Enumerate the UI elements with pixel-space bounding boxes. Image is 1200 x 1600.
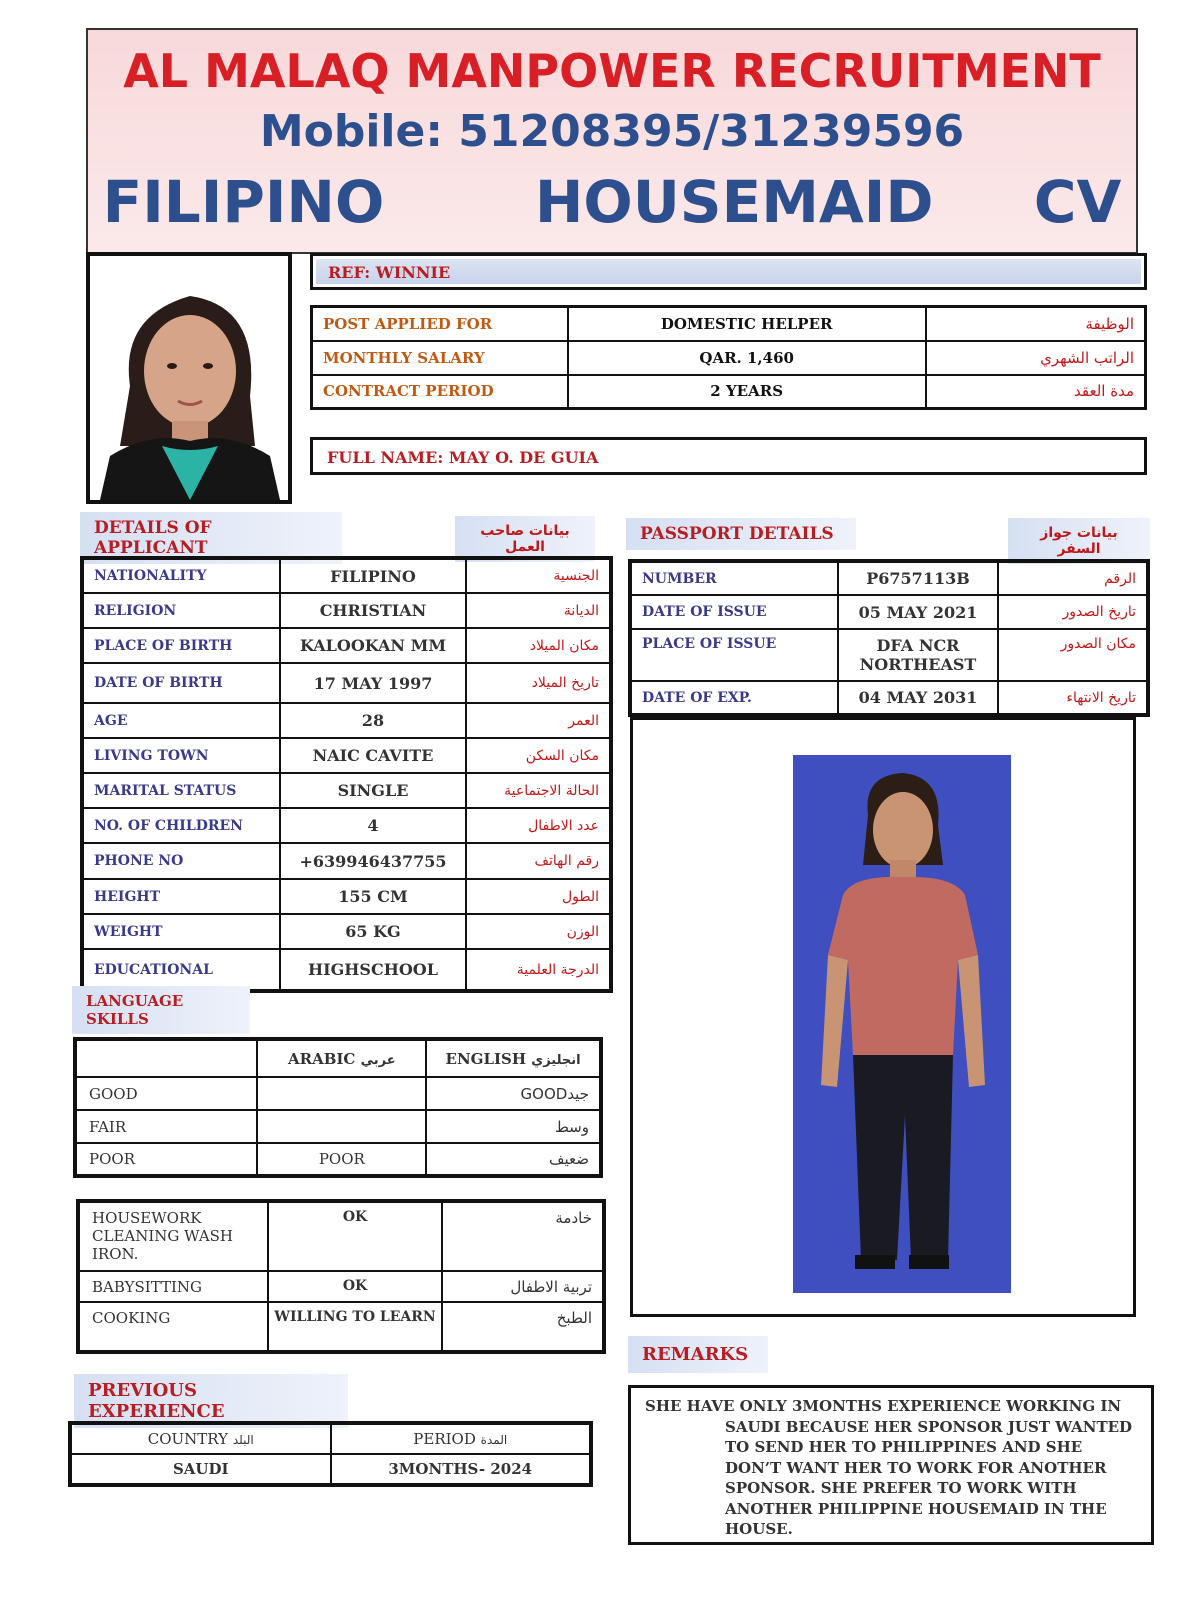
table-row [82,703,611,738]
table-row [75,1039,601,1077]
exp-col-period-label: PERIOD [413,1430,476,1448]
row-label: DATE OF BIRTH [82,663,280,703]
lang-level: FAIR [75,1110,257,1143]
contract-label-ar: مدة العقد [926,375,1146,409]
row-label-ar: رقم الهاتف [466,843,611,879]
row-label: DATE OF ISSUE [630,595,838,629]
lang-english-value: جيدGOOD [426,1077,601,1110]
ref-box [310,253,1147,290]
row-value: 155 CM [280,879,466,914]
skill-babysitting-value: OK [268,1271,442,1302]
table-row [78,1302,604,1352]
table-row [75,1077,601,1110]
row-value: NAIC CAVITE [280,738,466,773]
details-heading-ar: بيانات صاحب العمل [455,516,595,562]
row-value: HIGHSCHOOL [280,949,466,991]
full-body-image [793,755,1011,1293]
table-row [75,1143,601,1176]
row-value: SINGLE [280,773,466,808]
full-body-photo [630,717,1136,1317]
table-row [312,307,1146,341]
lang-arabic-value [257,1110,426,1143]
table-row [82,738,611,773]
table-row [82,663,611,703]
row-label-ar: الجنسية [466,558,611,593]
portrait-photo [86,252,292,504]
skill-cooking-label: COOKING [78,1302,268,1352]
row-label-ar: عدد الاطفال [466,808,611,843]
table-row [82,949,611,991]
exp-period: 3MONTHS- 2024 [331,1454,592,1485]
lang-level: POOR [75,1143,257,1176]
ref-label: REF: WINNIE [316,259,1141,284]
row-value: 17 MAY 1997 [280,663,466,703]
remarks-heading: REMARKS [628,1336,768,1373]
experience-heading: PREVIOUS EXPERIENCE [74,1374,348,1428]
salary-label: MONTHLY SALARY [312,341,568,375]
contract-value: 2 YEARS [568,375,926,409]
exp-col-country-label: COUNTRY [147,1430,229,1448]
table-row [630,561,1148,595]
skill-housework-ar: خادمة [442,1201,604,1271]
table-row [78,1271,604,1302]
row-label-ar: الحالة الاجتماعية [466,773,611,808]
applicant-details-table [80,556,613,993]
row-label-ar: الديانة [466,593,611,628]
skill-cooking-value: WILLING TO LEARN [268,1302,442,1352]
row-label: MARITAL STATUS [82,773,280,808]
table-row [82,773,611,808]
lang-arabic-value [257,1077,426,1110]
skill-housework-label: HOUSEWORK CLEANING WASH IRON. [78,1201,268,1271]
exp-country: SAUDI [70,1454,331,1485]
row-label-ar: مكان الصدور [998,629,1148,681]
remarks-rest: SAUDI BECAUSE HER SPONSOR JUST WANTED TO SEND HER TO PHILIPPINES AND SHE DON’T WANT HER TO WORK FOR ANOTHER SPONSOR. SHE PREFER TO WORK WITH ANOTHER PHILIPPINE HOUSEMAID IN THE HOUSE. [725,1417,1133,1538]
language-skills-table [73,1037,603,1178]
remarks-first-line: SHE HAVE ONLY 3MONTHS EXPERIENCE WORKING IN [645,1397,1122,1415]
row-label-ar: الوزن [466,914,611,949]
lang-empty-cell [75,1039,257,1077]
cv-header [86,28,1138,254]
row-label-ar: الطول [466,879,611,914]
table-row [70,1423,591,1454]
row-label-ar: تاريخ الانتهاء [998,681,1148,715]
lang-col-arabic [257,1039,426,1077]
salary-label-ar: الراتب الشهري [926,341,1146,375]
row-label: NO. OF CHILDREN [82,808,280,843]
passport-heading: PASSPORT DETAILS [626,518,856,550]
row-value: 4 [280,808,466,843]
row-label-ar: تاريخ الصدور [998,595,1148,629]
lang-col-english [426,1039,601,1077]
lang-english-value: ضعيف [426,1143,601,1176]
exp-col-period [331,1423,592,1454]
salary-value: QAR. 1,460 [568,341,926,375]
post-value: DOMESTIC HELPER [568,307,926,341]
lang-col-english-label: ENGLISH [445,1049,527,1068]
lang-col-english-ar: انجليزي [531,1052,581,1068]
row-label: EDUCATIONAL [82,949,280,991]
experience-table [68,1421,593,1487]
row-label-ar: الدرجة العلمية [466,949,611,991]
details-heading: DETAILS OF APPLICANT [80,512,342,564]
row-value: P6757113B [838,561,998,595]
table-row [82,914,611,949]
lang-english-value: وسط [426,1110,601,1143]
row-value: KALOOKAN MM [280,628,466,663]
full-name: FULL NAME: MAY O. DE GUIA [310,437,1147,475]
table-row [82,808,611,843]
exp-col-country [70,1423,331,1454]
row-value: 05 MAY 2021 [838,595,998,629]
table-row [630,629,1148,681]
lang-col-arabic-ar: عربي [360,1052,396,1068]
row-value: +639946437755 [280,843,466,879]
table-row [630,595,1148,629]
table-row [82,593,611,628]
skill-housework-value: OK [268,1201,442,1271]
row-label: HEIGHT [82,879,280,914]
row-label-ar: الرقم [998,561,1148,595]
row-label: LIVING TOWN [82,738,280,773]
company-name: AL MALAQ MANPOWER RECRUITMENT [123,44,1101,98]
row-label-ar: مكان السكن [466,738,611,773]
row-value: DFA NCR NORTHEAST [838,629,998,681]
lang-arabic-value: POOR [257,1143,426,1176]
row-value: CHRISTIAN [280,593,466,628]
mobile-numbers: Mobile: 51208395/31239596 [259,106,965,157]
table-row [82,558,611,593]
skills-table [76,1199,606,1354]
row-label-ar: تاريخ الميلاد [466,663,611,703]
row-label-ar: العمر [466,703,611,738]
cv-title: FILIPINO HOUSEMAID CV [102,168,1122,236]
exp-col-period-ar: المدة [480,1433,508,1447]
row-label: AGE [82,703,280,738]
exp-col-country-ar: البلد [232,1433,254,1447]
skill-babysitting-label: BABYSITTING [78,1271,268,1302]
row-label: RELIGION [82,593,280,628]
portrait-image [90,256,288,500]
lang-level: GOOD [75,1077,257,1110]
table-row [70,1454,591,1485]
row-label: NUMBER [630,561,838,595]
row-label-ar: مكان الميلاد [466,628,611,663]
row-label: PLACE OF ISSUE [630,629,838,681]
passport-heading-ar: بيانات جواز السفر [1008,518,1150,564]
table-row [82,879,611,914]
row-value: 28 [280,703,466,738]
table-row [82,843,611,879]
contract-label: CONTRACT PERIOD [312,375,568,409]
row-label: PLACE OF BIRTH [82,628,280,663]
row-label: WEIGHT [82,914,280,949]
row-value: 65 KG [280,914,466,949]
row-label: NATIONALITY [82,558,280,593]
remarks-text [628,1385,1154,1545]
row-label: PHONE NO [82,843,280,879]
table-row [82,628,611,663]
post-table [310,305,1147,410]
post-label-ar: الوظيفة [926,307,1146,341]
table-row [312,341,1146,375]
post-label: POST APPLIED FOR [312,307,568,341]
lang-col-arabic-label: ARABIC [287,1049,356,1068]
table-row [312,375,1146,409]
skill-cooking-ar: الطبخ [442,1302,604,1352]
row-label: DATE OF EXP. [630,681,838,715]
table-row [78,1201,604,1271]
skill-babysitting-ar: تربية الاطفال [442,1271,604,1302]
table-row [630,681,1148,715]
row-value: FILIPINO [280,558,466,593]
row-value: 04 MAY 2031 [838,681,998,715]
passport-details-table [628,559,1150,717]
table-row [75,1110,601,1143]
language-heading: LANGUAGE SKILLS [72,986,250,1034]
